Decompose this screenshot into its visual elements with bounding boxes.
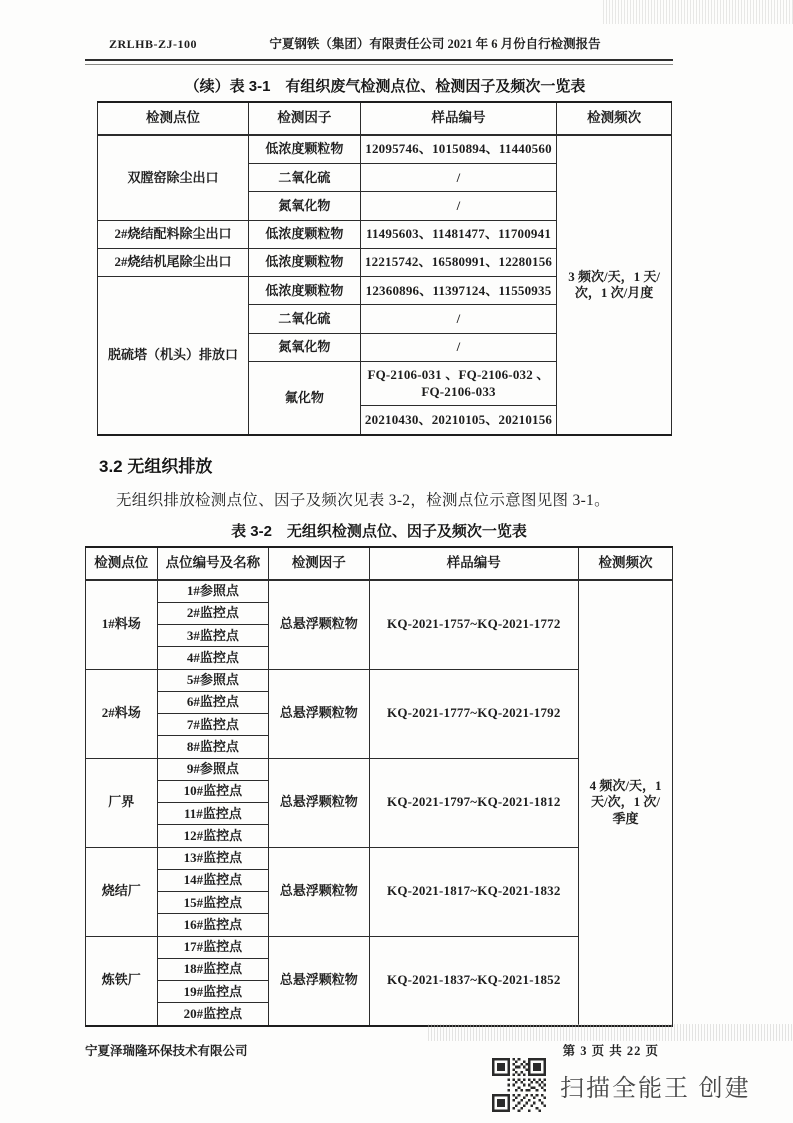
point-cell: 双膛窑除尘出口 [98,135,249,220]
column-header: 样品编号 [369,547,579,580]
column-header: 检测频次 [557,102,672,135]
column-header: 检测频次 [579,547,673,580]
factor-cell: 低浓度颗粒物 [248,220,360,248]
spot-cell: 14#监控点 [157,869,269,891]
spot-cell: 5#参照点 [157,669,269,691]
samples-cell: KQ-2021-1757~KQ-2021-1772 [369,580,579,670]
spot-cell: 6#监控点 [157,691,269,713]
spot-cell: 1#参照点 [157,580,269,603]
footer-company: 宁夏泽瑞隆环保技术有限公司 [85,1043,248,1058]
column-header: 样品编号 [360,102,556,135]
spot-cell: 10#监控点 [157,780,269,802]
factor-cell: 氮氧化物 [248,192,360,220]
table2-header [86,547,673,580]
spot-cell: 3#监控点 [157,625,269,647]
factor-cell: 低浓度颗粒物 [248,135,360,164]
spot-cell: 12#监控点 [157,825,269,847]
factor-cell: 氮氧化物 [248,333,360,361]
spot-cell: 18#监控点 [157,958,269,980]
page-footer [85,1041,673,1059]
factor-cell: 二氧化硫 [248,164,360,192]
header-divider [85,59,673,65]
table1-body [98,135,672,435]
factor-cell: 总悬浮颗粒物 [269,847,369,936]
table2-body [86,580,673,1026]
document-code: ZRLHB-ZJ-100 [109,37,198,51]
spot-cell: 19#监控点 [157,981,269,1003]
column-header: 检测点位 [98,102,249,135]
factor-cell: 低浓度颗粒物 [248,277,360,305]
scan-artifact-stripes-top [603,0,793,24]
samples-cell: / [360,305,556,333]
point-cell: 2#烧结机尾除尘出口 [98,248,249,276]
table-row [86,580,673,603]
spot-cell: 15#监控点 [157,892,269,914]
section-heading: 3.2 无组织排放 [99,456,213,476]
spot-cell: 8#监控点 [157,736,269,758]
factor-cell: 氟化物 [248,361,360,434]
factor-cell: 二氧化硫 [248,305,360,333]
samples-cell: 12360896、11397124、11550935 [360,277,556,305]
factor-cell: 总悬浮颗粒物 [269,580,369,670]
running-header [85,34,673,52]
column-header: 点位编号及名称 [157,547,269,580]
samples-cell: 12095746、10150894、11440560 [360,135,556,164]
section-paragraph: 无组织排放检测点位、因子及频次见表 3-2，检测点位示意图见图 3-1。 [116,491,610,509]
footer-page-number: 第 3 页 共 22 页 [562,1043,659,1058]
factor-cell: 总悬浮颗粒物 [269,758,369,847]
factor-cell: 总悬浮颗粒物 [269,936,369,1026]
spot-cell: 2#监控点 [157,602,269,624]
point-cell: 炼铁厂 [86,936,158,1026]
column-header: 检测因子 [248,102,360,135]
table1-header [98,102,672,135]
column-header: 检测点位 [86,547,158,580]
samples-cell: 12215742、16580991、12280156 [360,248,556,276]
table2-header-row [86,547,673,580]
column-header: 检测因子 [269,547,369,580]
table1-title: （续）表 3-1 有组织废气检测点位、检测因子及频次一览表 [184,78,586,95]
samples-cell: KQ-2021-1797~KQ-2021-1812 [369,758,579,847]
camscanner-watermark [492,1058,751,1112]
point-cell: 烧结厂 [86,847,158,936]
fugitive-emission-table [85,546,673,1027]
factor-cell: 低浓度颗粒物 [248,248,360,276]
samples-cell: / [360,164,556,192]
spot-cell: 16#监控点 [157,914,269,936]
samples-cell: FQ-2106-031 、FQ-2106-032 、FQ-2106-033 [360,361,556,406]
scan-artifact-stripes-bottom [428,1024,793,1041]
table2-title: 表 3-2 无组织检测点位、因子及频次一览表 [231,522,527,540]
samples-cell: / [360,333,556,361]
frequency-cell: 4 频次/天，1 天/次，1 次/季度 [579,580,673,1026]
point-cell: 厂界 [86,758,158,847]
spot-cell: 7#监控点 [157,714,269,736]
organized-emission-table [97,101,672,436]
qr-code-icon [492,1058,546,1112]
samples-cell: 20210430、20210105、20210156 [360,406,556,435]
spot-cell: 13#监控点 [157,847,269,869]
table1-header-row [98,102,672,135]
spot-cell: 9#参照点 [157,758,269,780]
spot-cell: 17#监控点 [157,936,269,958]
factor-cell: 总悬浮颗粒物 [269,669,369,758]
table-row [98,135,672,164]
report-title: 宁夏钢铁（集团）有限责任公司 2021 年 6 月份自行检测报告 [269,37,601,51]
point-cell: 脱硫塔（机头）排放口 [98,277,249,435]
samples-cell: / [360,192,556,220]
camscanner-label: 扫描全能王 创建 [560,1074,751,1102]
samples-cell: KQ-2021-1837~KQ-2021-1852 [369,936,579,1026]
spot-cell: 11#监控点 [157,803,269,825]
point-cell: 2#烧结配料除尘出口 [98,220,249,248]
samples-cell: KQ-2021-1817~KQ-2021-1832 [369,847,579,936]
point-cell: 2#料场 [86,669,158,758]
spot-cell: 20#监控点 [157,1003,269,1026]
samples-cell: KQ-2021-1777~KQ-2021-1792 [369,669,579,758]
spot-cell: 4#监控点 [157,647,269,669]
point-cell: 1#料场 [86,580,158,670]
frequency-cell: 3 频次/天，1 天/次，1 次/月度 [557,135,672,435]
samples-cell: 11495603、11481477、11700941 [360,220,556,248]
